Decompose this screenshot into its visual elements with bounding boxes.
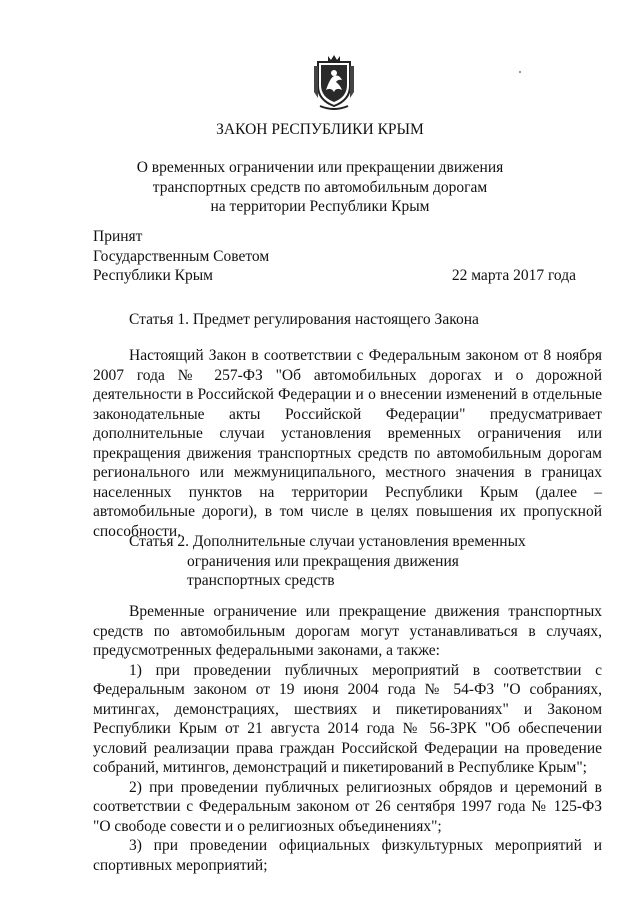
law-title: ЗАКОН РЕСПУБЛИКИ КРЫМ	[216, 121, 424, 138]
article-2-intro: Временные ограничение или прекращение движения транспортных средств по автомобильным дорогам могут устанавливаться в случаях, предусмотренных федеральными законами, а также:	[93, 603, 602, 659]
article-1-paragraph: Настоящий Закон в соответствии с Федеральным законом от 8 ноября 2007 года № 257-ФЗ "Об автомобильных дорогах и о дорожной деятельности в Российской Федерации и о внесении изменений в отдельные законодательные акты Российской Федерации" предусматривает дополнительные случаи установления временных ограничения или прекращения движения транспортных средств по автомобильным дорогам регионального или межмуниципального, местного значения в границах населенных пунктов на территории Республики Крым (далее – автомобильные дороги), в том числе в целях повышения их пропускной способности.	[93, 347, 602, 540]
article-1-body	[93, 346, 602, 541]
adopted-by-line: Государственным Советом	[93, 247, 270, 265]
article-2-item-3: 3) при проведении официальных физкультурных мероприятий и спортивных мероприятий;	[93, 837, 602, 874]
article-2-body	[93, 602, 602, 875]
scan-speck	[519, 71, 521, 73]
article-2-item-2: 2) при проведении публичных религиозных обрядов и церемоний в соответствии с Федеральным законом от 26 сентября 1997 года № 125-ФЗ "О свободе совести и о религиозных объединениях";	[93, 778, 602, 835]
adopted-by-republic: Республики Крым	[93, 267, 213, 284]
coat-of-arms-emblem	[312, 52, 356, 110]
article-2-heading-line-1: Статья 2. Дополнительные случаи установления временных	[129, 533, 526, 550]
adopted-label: Принят	[93, 228, 143, 245]
adoption-date: 22 марта 2017 года	[451, 267, 576, 284]
article-2-heading-line-3: транспортных средств	[187, 572, 335, 589]
article-1-heading: Статья 1. Предмет регулирования настоящего Закона	[129, 311, 479, 328]
article-2-heading-line-2: ограничения или прекращения движения	[187, 552, 459, 570]
subject-line-1: О временных ограничении или прекращении движения	[136, 159, 504, 176]
subject-line-2: транспортных средств по автомобильным дорогам	[152, 178, 488, 196]
subject-line-3: на территории Республики Крым	[210, 198, 430, 215]
article-2-item-1: 1) при проведении публичных мероприятий в соответствии с Федеральным законом от 19 июня 2004 года № 54-ФЗ "О собраниях, митингах, демонстрациях, шествиях и пикетированиях" и Законом Республики Крым от 21 августа 2014 года № 56-ЗРК "Об обеспечении условий реализации права граждан Российской Федерации на проведение собраний, митингов, демонстраций и пикетирований в Республике Крым";	[93, 661, 602, 776]
